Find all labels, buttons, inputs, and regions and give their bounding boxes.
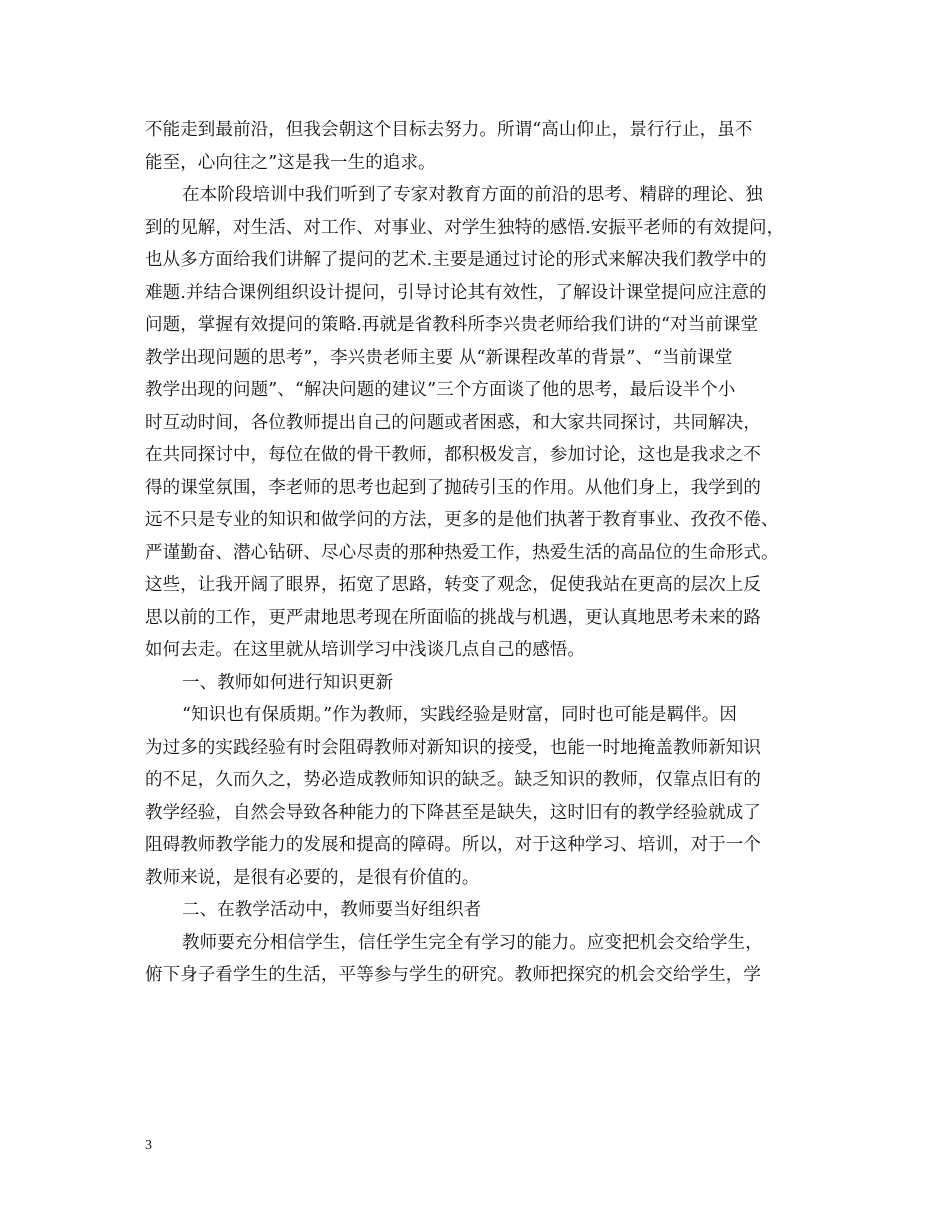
text-line: 这些，让我开阔了眼界，拓宽了思路，转变了观念，促使我站在更高的层次上反 (145, 575, 761, 595)
text-line: 教师来说，是很有必要的，是很有价值的。 (145, 867, 480, 888)
text-line: 阻碍教师教学能力的发展和提高的障碍。所以，对于这种学习、培训，对于一个 (145, 835, 761, 855)
text-line: 教学出现问题的思考”，李兴贵老师主要 从“新课程改革的背景”、“当前课堂 (145, 347, 733, 368)
text-line: 也从多方面给我们讲解了提问的艺术.主要是通过讨论的形式来解决我们教学中的 (145, 250, 767, 270)
text-line: “知识也有保质期。”作为教师，实践经验是财富，同时也可能是羁伴。因 (182, 705, 737, 725)
section-heading: 一、教师如何进行知识更新 (182, 672, 394, 693)
text-line: 时互动时间，各位教师提出自己的问题或者困惑，和大家共同探讨，共同解决， (145, 412, 761, 433)
text-line: 远不只是专业的知识和做学问的方法，更多的是他们执著于教育事业、孜孜不倦、 (145, 510, 779, 530)
text-line: 如何去走。在这里就从培训学习中浅谈几点自己的感悟。 (145, 640, 585, 660)
text-line: 问题，掌握有效提问的策略.再就是省教科所李兴贵老师给我们讲的“对当前课堂 (145, 315, 759, 335)
text-line: 不能走到最前沿，但我会朝这个目标去努力。所谓“高山仰止，景行行止，虽不 (145, 120, 753, 140)
text-line: 教师要充分相信学生，信任学生完全有学习的能力。应变把机会交给学生， (182, 932, 763, 953)
text-line: 俯下身子看学生的生活，平等参与学生的研究。教师把探究的机会交给学生，学 (145, 965, 761, 985)
text-line: 的不足，久而久之，势必造成教师知识的缺乏。缺乏知识的教师，仅靠点旧有的 (145, 770, 761, 790)
text-line: 教学经验，自然会导致各种能力的下降甚至是缺失，这时旧有的教学经验就成了 (145, 802, 761, 823)
text-line: 严谨勤奋、潜心钻研、尽心尽责的那种热爱工作，热爱生活的高品位的生命形式。 (145, 542, 779, 563)
text-line: 在共同探讨中，每位在做的骨干教师，都积极发言，参加讨论，这也是我求之不 (145, 445, 761, 465)
section-heading: 二、在教学活动中，教师要当好组织者 (182, 900, 482, 920)
text-line: 在本阶段培训中我们听到了专家对教育方面的前沿的思考、精辟的理论、独 (182, 185, 763, 205)
page-number: 3 (145, 1138, 152, 1153)
text-line: 思以前的工作，更严肃地思考现在所面临的挑战与机遇，更认真地思考未来的路 (145, 607, 761, 628)
text-line: 为过多的实践经验有时会阻碍教师对新知识的接受，也能一时地掩盖教师新知识 (145, 737, 761, 758)
text-line: 教学出现的问题”、“解决问题的建议”三个方面谈了他的思考，最后设半个小 (145, 380, 736, 400)
body-text (145, 114, 805, 992)
text-line: 能至，心向往之”这是我一生的追求。 (145, 152, 436, 173)
text-line: 难题.并结合课例组织设计提问，引导讨论其有效性，了解设计课堂提问应注意的 (145, 282, 767, 303)
text-line: 到的见解，对生活、对工作、对事业、对学生独特的感悟.安振平老师的有效提问， (145, 217, 785, 238)
text-line: 得的课堂氛围，李老师的思考也起到了抛砖引玉的作用。从他们身上，我学到的 (145, 477, 761, 498)
